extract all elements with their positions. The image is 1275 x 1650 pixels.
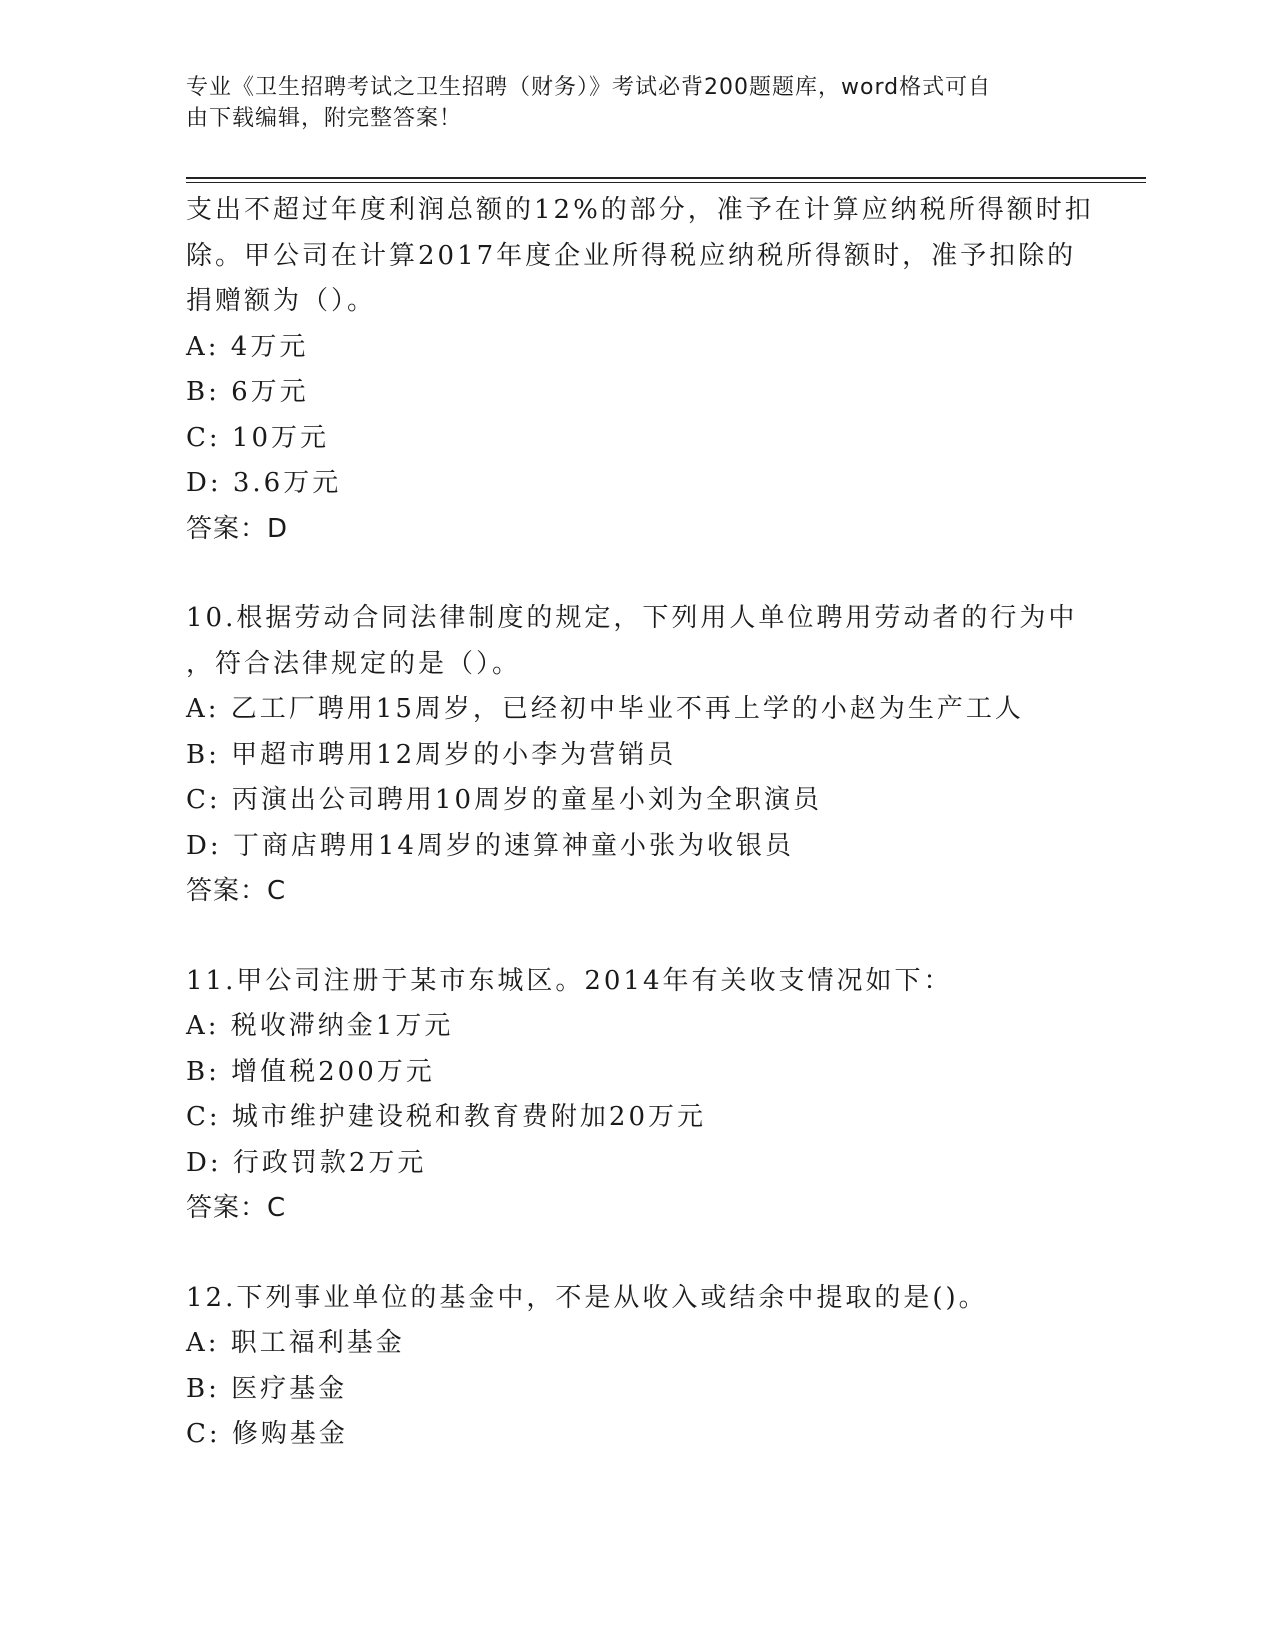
- answer-line: 答案：C: [186, 1193, 287, 1223]
- answer-line: 答案：C: [186, 876, 287, 906]
- option-a: A: 职工福利基金: [186, 1328, 405, 1358]
- question-list: [186, 188, 1094, 1458]
- option-a: A: 税收滞纳金1万元: [186, 1011, 454, 1041]
- question-text-line: 支出不超过年度利润总额的12%的部分，准予在计算应纳税所得额时扣: [186, 195, 1094, 225]
- question-text-line: 10.根据劳动合同法律制度的规定，下列用人单位聘用劳动者的行为中: [186, 603, 1078, 633]
- question-10: [186, 596, 1086, 915]
- header-divider-thin: [186, 182, 1146, 183]
- option-d: D: 行政罚款2万元: [186, 1147, 427, 1178]
- question-9: [186, 188, 1094, 552]
- header-line-1: 专业《卫生招聘考试之卫生招聘（财务）》考试必背200题题库，word格式可自: [186, 75, 992, 100]
- document-header: [186, 72, 1086, 134]
- header-divider-thick: [186, 177, 1146, 179]
- question-text-line: ，符合法律规定的是（）。: [186, 648, 522, 679]
- option-d: D: 3.6万元: [186, 468, 342, 498]
- question-text-line: 12.下列事业单位的基金中，不是从收入或结余中提取的是()。: [186, 1282, 988, 1313]
- question-text-line: 除。甲公司在计算2017年度企业所得税应纳税所得额时，准予扣除的: [186, 240, 1077, 271]
- option-c: C: 修购基金: [186, 1419, 348, 1449]
- option-c: C: 10万元: [186, 422, 330, 453]
- option-b: B: 增值税200万元: [186, 1056, 435, 1087]
- option-b: B: 甲超市聘用12周岁的小李为营销员: [186, 739, 677, 770]
- question-11: [186, 959, 1086, 1232]
- option-b: B: 6万元: [186, 377, 309, 407]
- option-a: A: 4万元: [186, 331, 309, 362]
- option-b: B: 医疗基金: [186, 1373, 348, 1404]
- answer-line: 答案：D: [186, 513, 289, 544]
- option-c: C: 城市维护建设税和教育费附加20万元: [186, 1102, 707, 1132]
- option-d: D: 丁商店聘用14周岁的速算神童小张为收银员: [186, 830, 794, 861]
- question-text-line: 11.甲公司注册于某市东城区。2014年有关收支情况如下：: [186, 965, 953, 996]
- option-c: C: 丙演出公司聘用10周岁的童星小刘为全职演员: [186, 785, 823, 815]
- header-line-2: 由下载编辑，附完整答案！: [186, 106, 463, 131]
- question-12: [186, 1276, 1086, 1458]
- question-text-line: 捐赠额为（）。: [186, 286, 377, 316]
- option-a: A: 乙工厂聘用15周岁，已经初中毕业不再上学的小赵为生产工人: [186, 694, 1024, 724]
